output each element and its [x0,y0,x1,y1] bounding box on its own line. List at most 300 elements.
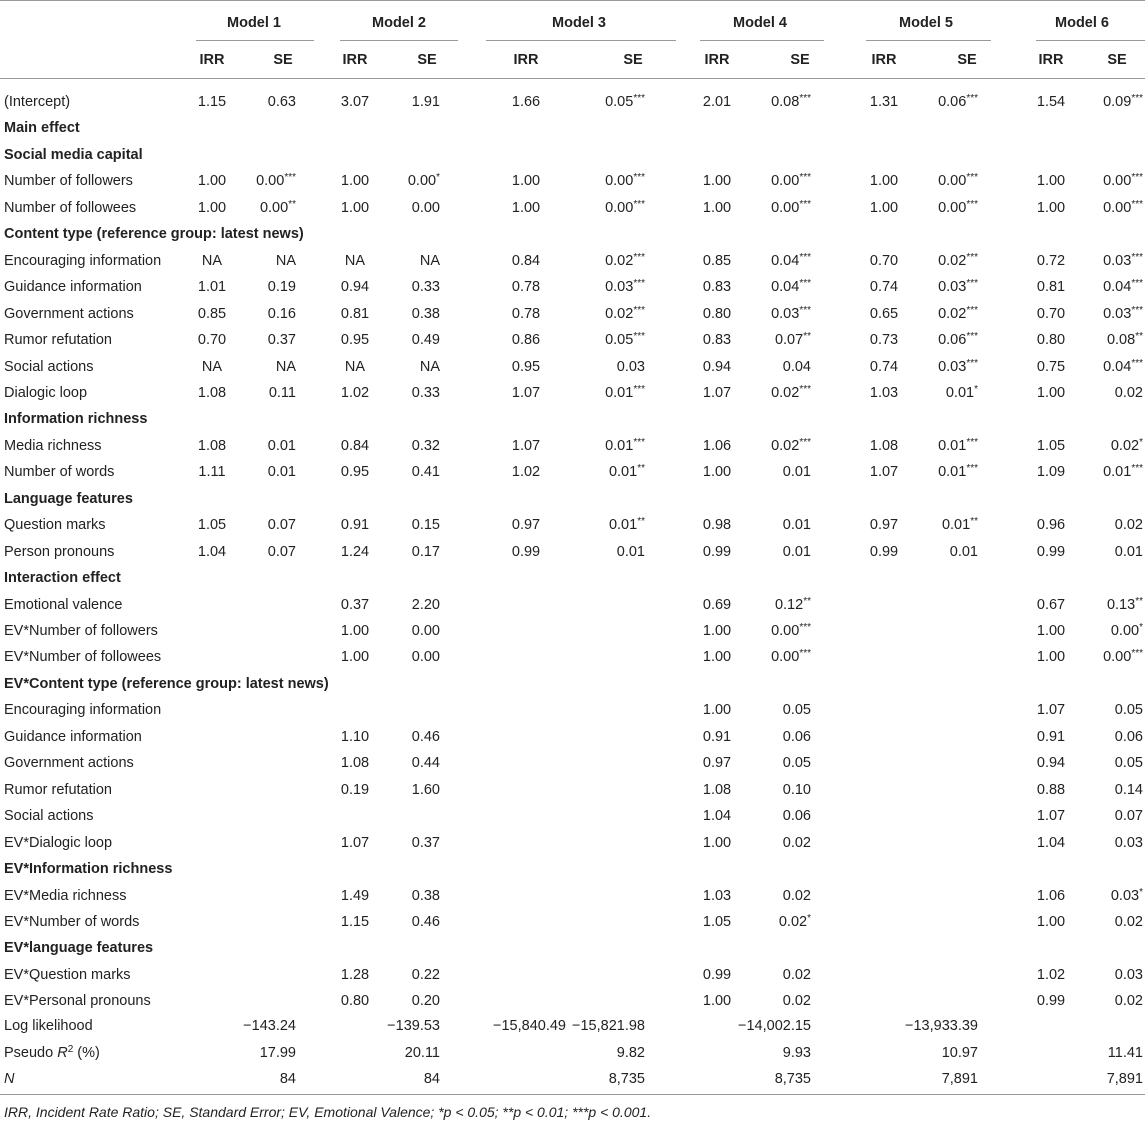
significance-stars: *** [633,93,645,104]
model-header: Model 1 [227,15,281,31]
irr-value: 1.03 [869,385,899,401]
se-value: 0.07 [267,544,296,560]
irr-value: 0.88 [1036,782,1066,798]
significance-stars: *** [799,172,811,183]
significance-stars: ** [637,516,645,527]
significance-stars: *** [966,278,978,289]
summary-value: −15,821.98 [572,1018,645,1034]
irr-value: 1.00 [1036,200,1066,216]
se-column-header: SE [1107,52,1127,68]
irr-value: 1.04 [197,544,227,560]
row-label: Social actions [4,808,94,824]
irr-value: 0.83 [702,279,732,295]
irr-value: 0.95 [511,359,541,375]
row-label: Number of followees [4,200,137,216]
table-bottom-rule [0,1094,1145,1095]
irr-value: 1.00 [702,173,732,189]
se-value: 0.37 [411,835,440,851]
significance-stars: *** [633,331,645,342]
irr-value: 0.91 [702,729,732,745]
se-value: 0.00 [411,200,440,216]
section-heading: Social media capital [4,147,143,163]
se-value: 0.00*** [605,199,645,216]
significance-stars: *** [284,172,296,183]
irr-value: 0.80 [1036,332,1066,348]
significance-stars: * [1139,437,1143,448]
se-value: 0.63 [267,94,296,110]
irr-value: 0.80 [702,306,732,322]
se-value: 0.05 [1114,702,1143,718]
significance-stars: *** [799,384,811,395]
se-value: 0.38 [411,306,440,322]
irr-value: 1.15 [197,94,227,110]
row-label: EV*Media richness [4,888,127,904]
irr-value: 1.00 [340,649,370,665]
model-group-rule [196,40,314,41]
irr-value: 0.81 [340,306,370,322]
summary-label: N [4,1071,15,1087]
significance-stars: ** [803,331,811,342]
se-value: 0.02*** [938,252,978,269]
row-label: EV*Number of followers [4,623,158,639]
irr-value: NA [201,253,223,269]
irr-value: 0.98 [702,517,732,533]
irr-value: 0.75 [1036,359,1066,375]
model-group-rule [1036,40,1145,41]
irr-value: 0.78 [511,279,541,295]
se-value: 0.04*** [771,278,811,295]
irr-column-header: IRR [199,52,225,68]
irr-value: 1.00 [869,200,899,216]
significance-stars: ** [637,463,645,474]
se-value: 0.00*** [605,172,645,189]
summary-value: 84 [423,1071,440,1087]
significance-stars: ** [803,596,811,607]
irr-column-header: IRR [704,52,730,68]
se-value: 0.03*** [938,278,978,295]
irr-value: 1.07 [340,835,370,851]
se-value: 0.07 [267,517,296,533]
row-label: Media richness [4,438,102,454]
significance-stars: *** [1131,172,1143,183]
significance-stars: *** [966,199,978,210]
irr-value: 1.66 [511,94,541,110]
irr-value: 1.00 [340,173,370,189]
se-value: 0.19 [267,279,296,295]
irr-value: 0.99 [1036,544,1066,560]
irr-value: 1.02 [1036,967,1066,983]
se-value: 0.00*** [771,648,811,665]
row-label: Guidance information [4,729,142,745]
se-value: 0.13** [1106,596,1143,613]
se-value: 0.04*** [1103,278,1143,295]
se-value: 0.10 [782,782,811,798]
se-value: 0.01 [782,517,811,533]
irr-value: 1.05 [1036,438,1066,454]
irr-value: 1.07 [1036,702,1066,718]
significance-stars: ** [1135,596,1143,607]
significance-stars: *** [799,648,811,659]
irr-value: NA [344,253,366,269]
summary-label: Log likelihood [4,1018,93,1034]
irr-value: 1.28 [340,967,370,983]
irr-value: 0.72 [1036,253,1066,269]
irr-value: 1.00 [1036,649,1066,665]
row-label: Rumor refutation [4,332,112,348]
significance-stars: *** [1131,199,1143,210]
irr-value: NA [201,359,223,375]
row-label: (Intercept) [4,94,71,110]
section-heading: Language features [4,491,133,507]
se-value: 0.02 [1114,517,1143,533]
summary-value: 9.93 [782,1045,811,1061]
significance-stars: *** [799,278,811,289]
significance-stars: * [974,384,978,395]
se-value: 0.22 [411,967,440,983]
se-value: 1.60 [411,782,440,798]
se-value: 0.06 [1114,729,1143,745]
irr-value: 1.00 [702,464,732,480]
se-value: 0.01*** [938,463,978,480]
irr-value: 1.00 [1036,173,1066,189]
significance-stars: *** [966,252,978,263]
significance-stars: *** [966,437,978,448]
se-value: 0.00*** [938,172,978,189]
se-column-header: SE [417,52,437,68]
table-footnote: IRR, Incident Rate Ratio; SE, Standard Error; EV, Emotional Valence; *p < 0.05; **p < 0.01; ***p < 0.001. [4,1104,652,1120]
irr-value: 1.07 [511,385,541,401]
se-value: 0.06 [782,729,811,745]
irr-value: 0.80 [340,993,370,1009]
summary-value: −14,002.15 [738,1018,811,1034]
irr-value: 0.95 [340,332,370,348]
se-value: 0.01*** [938,437,978,454]
se-value: 0.02* [1110,437,1143,454]
irr-value: 0.19 [340,782,370,798]
se-value: 0.46 [411,914,440,930]
significance-stars: ** [288,199,296,210]
se-column-header: SE [790,52,810,68]
significance-stars: *** [633,437,645,448]
irr-value: 1.09 [1036,464,1066,480]
irr-value: 1.11 [198,464,226,480]
significance-stars: *** [966,331,978,342]
irr-value: 1.00 [511,200,541,216]
irr-value: 1.00 [702,702,732,718]
se-value: 0.02 [782,835,811,851]
irr-value: 0.70 [197,332,227,348]
table-top-rule [0,0,1145,1]
se-value: NA [275,253,296,269]
irr-column-header: IRR [513,52,539,68]
irr-value: 1.49 [340,888,370,904]
summary-value: 20.11 [404,1045,440,1061]
se-value: 0.04*** [1103,358,1143,375]
significance-stars: *** [633,252,645,263]
row-label: Person pronouns [4,544,115,560]
se-value: 0.05 [782,755,811,771]
irr-value: 0.74 [869,279,899,295]
irr-value: 1.06 [702,438,732,454]
row-label: Guidance information [4,279,142,295]
se-value: 0.00*** [1103,648,1143,665]
irr-value: 0.65 [869,306,899,322]
model-header: Model 3 [552,15,606,31]
se-value: 0.03*** [771,305,811,322]
se-value: 0.00*** [771,172,811,189]
se-value: 0.32 [411,438,440,454]
summary-label: Pseudo $R^2$ (%) [4,1044,100,1061]
irr-value: 0.81 [1036,279,1066,295]
se-value: 0.05 [782,702,811,718]
irr-value: 1.02 [511,464,541,480]
irr-value: 0.99 [702,967,732,983]
irr-value: 0.91 [340,517,370,533]
significance-stars: ** [1135,331,1143,342]
se-value: 0.11 [268,385,296,401]
se-value: 0.00*** [938,199,978,216]
se-value: 0.00 [411,649,440,665]
se-value: 0.05*** [605,331,645,348]
significance-stars: * [807,913,811,924]
se-value: 1.91 [411,94,440,110]
row-label: Number of words [4,464,115,480]
irr-value: 0.74 [869,359,899,375]
row-label: Encouraging information [4,702,162,718]
se-column-header: SE [623,52,643,68]
se-value: 0.07** [774,331,811,348]
summary-value: 10.97 [941,1045,978,1061]
summary-value: 9.82 [616,1045,645,1061]
se-value: 0.01** [608,463,645,480]
row-label: Number of followers [4,173,133,189]
se-value: 0.01* [945,384,978,401]
se-value: 0.07 [1114,808,1143,824]
irr-value: 0.97 [511,517,541,533]
se-value: 0.06*** [938,93,978,110]
se-value: 0.46 [411,729,440,745]
significance-stars: *** [966,93,978,104]
irr-value: 1.08 [197,438,227,454]
se-value: 0.01 [267,438,296,454]
significance-stars: *** [1131,648,1143,659]
irr-value: 0.99 [702,544,732,560]
significance-stars: *** [799,93,811,104]
se-value: 0.00*** [771,622,811,639]
summary-value: 7,891 [941,1071,978,1087]
se-value: 0.02 [782,888,811,904]
se-value: 0.00*** [1103,199,1143,216]
irr-value: 1.08 [340,755,370,771]
model-header: Model 4 [733,15,787,31]
significance-stars: *** [966,172,978,183]
irr-value: 3.07 [340,94,370,110]
se-value: 0.02*** [771,384,811,401]
irr-value: 0.97 [702,755,732,771]
se-value: 0.03*** [938,358,978,375]
significance-stars: *** [966,463,978,474]
irr-column-header: IRR [342,52,368,68]
row-label: Question marks [4,517,106,533]
significance-stars: *** [633,199,645,210]
se-value: 0.38 [411,888,440,904]
se-value: 0.01** [608,516,645,533]
irr-value: 1.04 [1036,835,1066,851]
se-value: 0.33 [411,279,440,295]
section-heading: EV*Information richness [4,861,173,877]
se-value: 0.20 [411,993,440,1009]
se-value: 0.33 [411,385,440,401]
se-value: 0.14 [1114,782,1143,798]
se-value: 0.01** [941,516,978,533]
se-value: 0.00* [407,172,440,189]
model-group-rule [866,40,991,41]
irr-value: 0.95 [340,464,370,480]
row-label: EV*Question marks [4,967,131,983]
se-value: 0.02 [782,993,811,1009]
se-value: 0.02 [782,967,811,983]
se-value: 0.01 [782,544,811,560]
irr-column-header: IRR [871,52,897,68]
se-value: 0.17 [411,544,440,560]
significance-stars: *** [799,199,811,210]
irr-value: 1.02 [340,385,370,401]
irr-value: 1.00 [511,173,541,189]
irr-value: 1.15 [340,914,370,930]
irr-value: 1.00 [702,200,732,216]
se-value: 0.02*** [605,305,645,322]
se-value: 0.08** [1106,331,1143,348]
irr-value: 0.70 [1036,306,1066,322]
section-heading: EV*language features [4,940,154,956]
summary-value: 84 [279,1071,296,1087]
irr-value: 2.01 [702,94,732,110]
se-value: 0.03 [1114,967,1143,983]
significance-stars: *** [799,252,811,263]
significance-stars: *** [1131,93,1143,104]
summary-value: −13,933.39 [905,1018,978,1034]
irr-value: 1.08 [702,782,732,798]
irr-value: 1.24 [340,544,370,560]
significance-stars: * [1139,622,1143,633]
row-label: Emotional valence [4,597,123,613]
model-header: Model 6 [1055,15,1109,31]
significance-stars: *** [1131,358,1143,369]
se-value: 0.41 [411,464,440,480]
se-value: 0.06 [782,808,811,824]
significance-stars: *** [799,622,811,633]
se-value: 0.05*** [605,93,645,110]
model-header: Model 5 [899,15,953,31]
se-value: 2.20 [411,597,440,613]
se-value: 0.02*** [771,437,811,454]
irr-value: 1.06 [1036,888,1066,904]
irr-value: 1.00 [702,993,732,1009]
se-value: 0.02 [1114,914,1143,930]
se-value: 0.00** [259,199,296,216]
summary-value: 11.41 [1107,1045,1143,1061]
significance-stars: *** [799,305,811,316]
irr-value: 1.00 [1036,385,1066,401]
irr-value: 1.00 [702,623,732,639]
se-value: 0.03 [616,359,645,375]
se-value: NA [275,359,296,375]
model-group-rule [700,40,824,41]
row-label: Government actions [4,755,134,771]
row-label: Encouraging information [4,253,162,269]
irr-value: 1.04 [702,808,732,824]
se-column-header: SE [957,52,977,68]
se-value: 0.02*** [605,252,645,269]
irr-value: 1.00 [1036,914,1066,930]
section-heading: Main effect [4,120,80,136]
irr-column-header: IRR [1038,52,1064,68]
irr-value: 1.10 [340,729,370,745]
significance-stars: *** [966,305,978,316]
irr-value: 1.00 [340,200,370,216]
irr-value: 1.31 [869,94,899,110]
se-value: 0.01*** [605,384,645,401]
se-value: 0.49 [411,332,440,348]
se-value: 0.05 [1114,755,1143,771]
se-value: 0.01 [616,544,645,560]
se-value: 0.02 [1114,385,1143,401]
irr-value: 0.99 [1036,993,1066,1009]
irr-value: 0.91 [1036,729,1066,745]
se-value: 0.04 [782,359,811,375]
irr-value: 0.86 [511,332,541,348]
se-value: 0.01 [267,464,296,480]
irr-value: 1.00 [702,835,732,851]
irr-value: 0.73 [869,332,899,348]
row-label: Dialogic loop [4,385,88,401]
summary-value: 8,735 [774,1071,811,1087]
row-label: Government actions [4,306,134,322]
irr-value: 1.08 [869,438,899,454]
se-value: 0.04*** [771,252,811,269]
section-heading: Interaction effect [4,570,121,586]
se-value: 0.03*** [1103,252,1143,269]
irr-value: 1.05 [197,517,227,533]
significance-stars: *** [1131,252,1143,263]
section-heading: Content type (reference group: latest news) [4,226,304,242]
irr-value: 0.37 [340,597,370,613]
significance-stars: *** [799,437,811,448]
irr-value: 1.00 [869,173,899,189]
irr-value: 0.96 [1036,517,1066,533]
row-label: EV*Personal pronouns [4,993,151,1009]
row-label: EV*Number of followees [4,649,162,665]
model-group-rule [340,40,458,41]
se-value: 0.00*** [256,172,296,189]
irr-value: 0.78 [511,306,541,322]
se-value: 0.37 [267,332,296,348]
se-value: 0.00*** [1103,172,1143,189]
se-value: 0.15 [411,517,440,533]
row-label: EV*Number of words [4,914,140,930]
irr-value: 1.07 [702,385,732,401]
irr-value: 1.07 [1036,808,1066,824]
se-column-header: SE [273,52,293,68]
table-header-rule [0,78,1145,79]
irr-value: 1.00 [197,200,227,216]
se-value: 0.08*** [771,93,811,110]
irr-value: NA [344,359,366,375]
se-value: 0.01 [782,464,811,480]
se-value: 0.09*** [1103,93,1143,110]
row-label: EV*Dialogic loop [4,835,113,851]
se-value: 0.03* [1110,887,1143,904]
